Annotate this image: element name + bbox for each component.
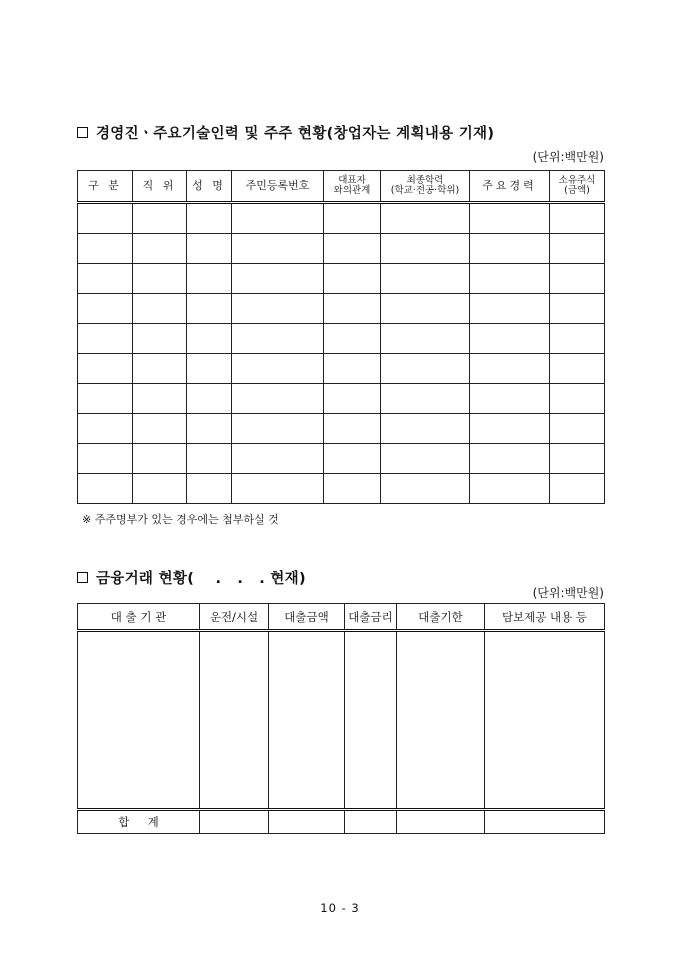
table-cell[interactable] — [324, 203, 381, 234]
table-cell[interactable] — [187, 324, 232, 354]
table-cell[interactable] — [470, 474, 550, 504]
header-education-line1: 최종학력 — [406, 175, 444, 186]
table-row — [78, 414, 605, 444]
table-cell[interactable] — [78, 414, 133, 444]
header-loan-amount: 대출금액 — [269, 604, 345, 631]
table-cell[interactable] — [550, 354, 605, 384]
table-header-row — [78, 604, 605, 631]
table-cell[interactable] — [397, 631, 485, 810]
table-cell[interactable] — [381, 264, 470, 294]
header-operating-facility: 운전/시설 — [200, 604, 269, 631]
table-cell[interactable] — [381, 203, 470, 234]
table-cell[interactable] — [269, 631, 345, 810]
table-row — [78, 354, 605, 384]
table-cell[interactable] — [485, 631, 605, 810]
header-loan-term: 대출기한 — [397, 604, 485, 631]
table-cell[interactable] — [324, 384, 381, 414]
management-shareholder-table — [77, 170, 605, 504]
table-cell[interactable] — [187, 474, 232, 504]
table-cell[interactable] — [550, 264, 605, 294]
table-cell[interactable] — [345, 810, 397, 834]
table-cell[interactable] — [133, 264, 187, 294]
table-cell[interactable] — [324, 474, 381, 504]
table-cell[interactable] — [187, 444, 232, 474]
table-cell[interactable] — [187, 414, 232, 444]
table-cell[interactable] — [78, 234, 133, 264]
table-cell[interactable] — [381, 414, 470, 444]
table-cell[interactable] — [550, 203, 605, 234]
table-row — [78, 384, 605, 414]
table-cell[interactable] — [232, 264, 324, 294]
header-education — [381, 171, 470, 203]
table-cell[interactable] — [78, 384, 133, 414]
table-cell[interactable] — [200, 810, 269, 834]
table-cell[interactable] — [133, 294, 187, 324]
table-cell[interactable] — [232, 203, 324, 234]
table-cell[interactable] — [133, 444, 187, 474]
table-cell[interactable] — [470, 234, 550, 264]
table-cell[interactable] — [381, 324, 470, 354]
header-education-line2: (학교·전공·학위) — [390, 185, 460, 196]
section2-title-text: 금융거래 현황( . . . 현재) — [96, 571, 306, 587]
table-cell[interactable] — [232, 384, 324, 414]
table-cell[interactable] — [381, 384, 470, 414]
table-row — [78, 474, 605, 504]
table-cell[interactable] — [470, 384, 550, 414]
total-row — [78, 810, 605, 834]
table-cell[interactable] — [324, 354, 381, 384]
header-relation — [324, 171, 381, 203]
total-label: 합 계 — [78, 810, 200, 834]
table-row — [78, 203, 605, 234]
table-cell[interactable] — [381, 234, 470, 264]
table-cell[interactable] — [470, 264, 550, 294]
table-row — [78, 324, 605, 354]
header-relation-line2: 와의관계 — [333, 185, 371, 196]
table-cell[interactable] — [324, 234, 381, 264]
table-cell[interactable] — [485, 810, 605, 834]
table-cell[interactable] — [550, 294, 605, 324]
table-cell[interactable] — [470, 324, 550, 354]
table-cell[interactable] — [550, 324, 605, 354]
table-cell[interactable] — [133, 384, 187, 414]
table-cell[interactable] — [187, 234, 232, 264]
table-row — [78, 234, 605, 264]
header-shares-line2: (금액) — [564, 185, 590, 196]
table-cell[interactable] — [324, 444, 381, 474]
table-cell[interactable] — [187, 354, 232, 384]
header-career: 주요경력 — [470, 171, 550, 203]
section2-title — [77, 567, 306, 588]
header-position: 직 위 — [133, 171, 187, 203]
table-cell[interactable] — [78, 264, 133, 294]
table-cell[interactable] — [78, 203, 133, 234]
section1-title-text: 경영진ㆍ주요기술인력 및 주주 현황(창업자는 계획내용 기재) — [96, 126, 495, 142]
table-body — [78, 203, 605, 504]
table-cell[interactable] — [397, 810, 485, 834]
page-number: 10 - 3 — [320, 901, 360, 915]
header-shares-line1: 소유주식 — [558, 175, 596, 186]
header-shares — [550, 171, 605, 203]
table-cell[interactable] — [550, 384, 605, 414]
header-relation-line1: 대표자 — [338, 175, 366, 186]
checkbox-square-icon — [77, 127, 88, 138]
table-cell[interactable] — [232, 324, 324, 354]
table-cell[interactable] — [381, 354, 470, 384]
table-cell[interactable] — [470, 203, 550, 234]
header-resident-number: 주민등록번호 — [232, 171, 324, 203]
table-cell[interactable] — [345, 631, 397, 810]
table-cell[interactable] — [550, 444, 605, 474]
table-cell[interactable] — [324, 264, 381, 294]
attachment-note: ※ 주주명부가 있는 경우에는 첨부하실 것 — [82, 513, 279, 526]
table-cell[interactable] — [78, 354, 133, 384]
table-cell[interactable] — [381, 474, 470, 504]
table-cell[interactable] — [550, 414, 605, 444]
table-row — [78, 264, 605, 294]
table-cell[interactable] — [133, 474, 187, 504]
table-cell[interactable] — [232, 354, 324, 384]
table-cell[interactable] — [78, 294, 133, 324]
section2-unit: (단위:백만원) — [532, 586, 604, 600]
table-cell[interactable] — [470, 414, 550, 444]
table-cell[interactable] — [324, 294, 381, 324]
table-cell[interactable] — [133, 234, 187, 264]
header-category: 구 분 — [78, 171, 133, 203]
table-cell[interactable] — [133, 414, 187, 444]
table-cell[interactable] — [269, 810, 345, 834]
table-cell[interactable] — [550, 234, 605, 264]
table-cell[interactable] — [232, 414, 324, 444]
table-cell[interactable] — [187, 384, 232, 414]
table-cell[interactable] — [133, 324, 187, 354]
table-cell[interactable] — [324, 324, 381, 354]
table-row — [78, 294, 605, 324]
checkbox-square-icon — [77, 572, 88, 583]
header-interest-rate: 대출금리 — [345, 604, 397, 631]
table-cell[interactable] — [470, 294, 550, 324]
table-row — [78, 444, 605, 474]
table-cell[interactable] — [78, 324, 133, 354]
table-cell[interactable] — [470, 354, 550, 384]
table-cell[interactable] — [232, 444, 324, 474]
financial-transactions-table — [77, 603, 605, 834]
table-cell[interactable] — [232, 474, 324, 504]
table-cell[interactable] — [324, 414, 381, 444]
table-cell[interactable] — [187, 203, 232, 234]
table-cell[interactable] — [200, 631, 269, 810]
section1-unit: (단위:백만원) — [532, 150, 604, 164]
header-collateral: 담보제공 내용 등 — [485, 604, 605, 631]
table-cell[interactable] — [133, 203, 187, 234]
table-cell[interactable] — [470, 444, 550, 474]
table-cell[interactable] — [78, 444, 133, 474]
header-name: 성 명 — [187, 171, 232, 203]
table-row — [78, 631, 605, 810]
section1-title — [77, 122, 494, 143]
table-cell[interactable] — [381, 294, 470, 324]
table-cell[interactable] — [78, 474, 133, 504]
table-cell[interactable] — [550, 474, 605, 504]
header-lender: 대 출 기 관 — [78, 604, 200, 631]
table-cell[interactable] — [187, 294, 232, 324]
table-cell[interactable] — [232, 234, 324, 264]
table-cell[interactable] — [133, 354, 187, 384]
table-cell[interactable] — [381, 444, 470, 474]
table-cell[interactable] — [232, 294, 324, 324]
table-cell[interactable] — [187, 264, 232, 294]
table-cell[interactable] — [78, 631, 200, 810]
table-header-row — [78, 171, 605, 203]
